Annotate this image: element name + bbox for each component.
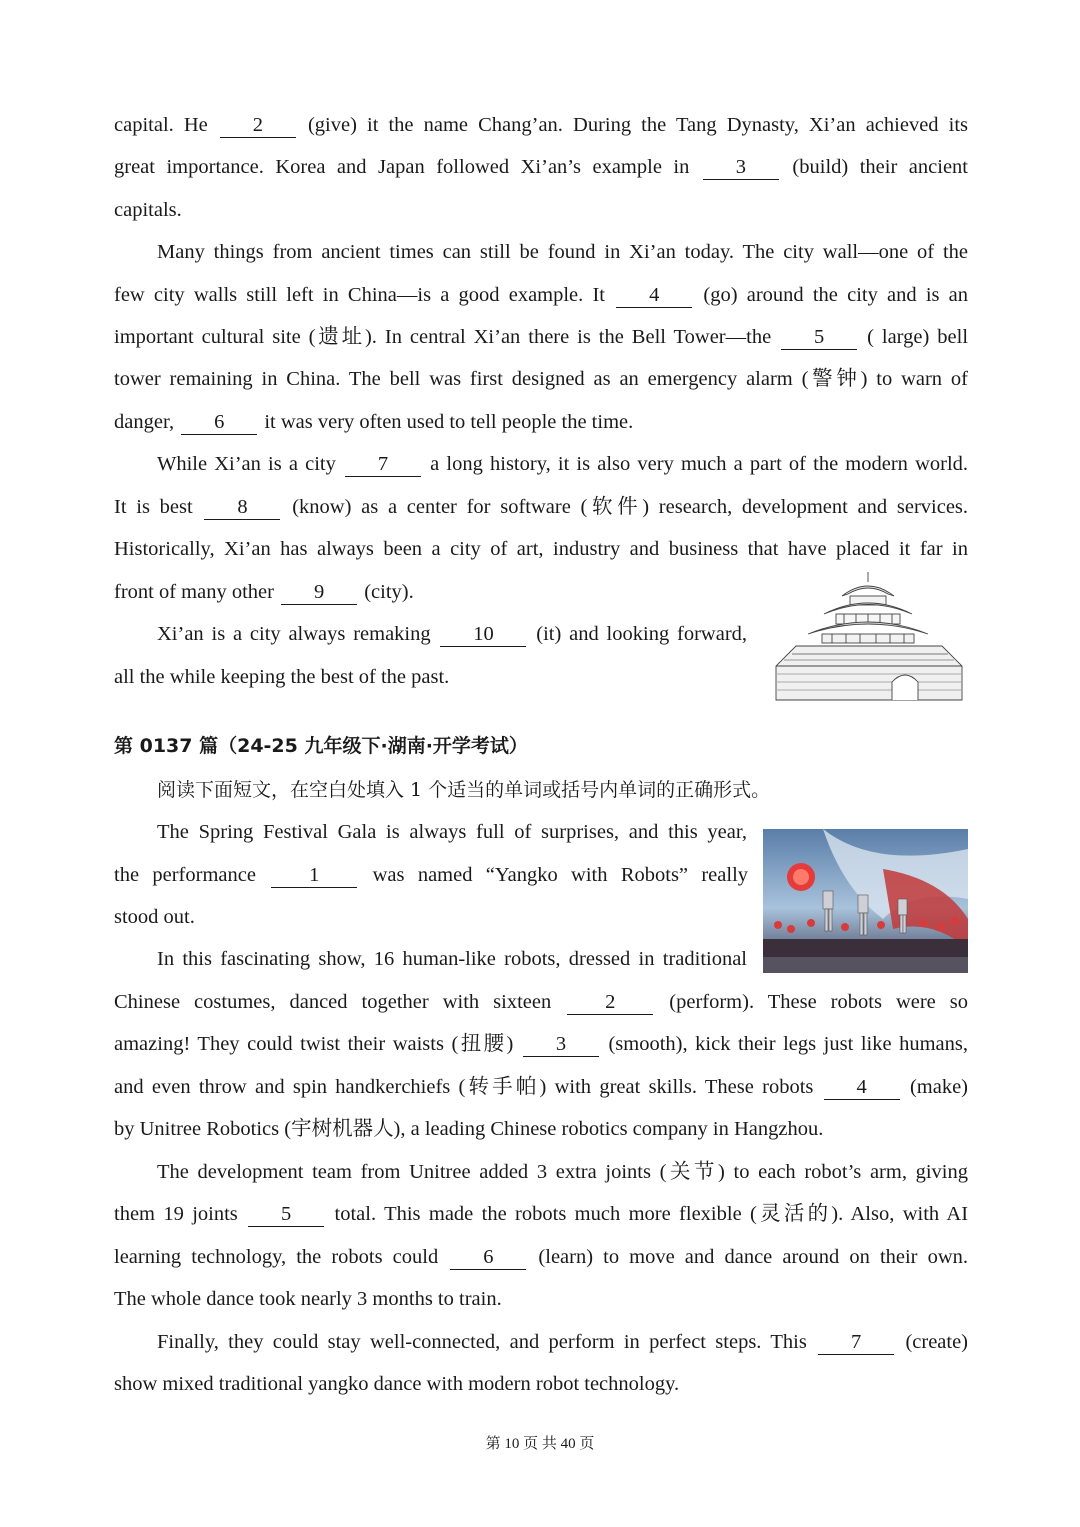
- answer-blank-7[interactable]: 7: [818, 1330, 894, 1355]
- answer-blank-4[interactable]: 4: [616, 283, 692, 308]
- passage1-line: tower remaining in China. The bell was first designed as an emergency alarm (警钟) to warn of: [114, 368, 968, 390]
- passage1-line: It is best 8 (know) as a center for software (软件) research, development and services.: [114, 496, 969, 518]
- passage1-line: Historically, Xi’an has always been a city of art, industry and business that have placed it far in: [114, 538, 968, 560]
- passage1-line: important cultural site (遗址). In central Xi’an there is the Bell Tower—the 5 ( large) bell: [114, 326, 969, 348]
- passage2-line: and even throw and spin handkerchiefs (转手帕) with great skills. These robots 4 (make): [114, 1076, 968, 1098]
- passage2-line: learning technology, the robots could 6 (learn) to move and dance around on their own.: [114, 1246, 969, 1268]
- answer-blank-1[interactable]: 1: [271, 863, 357, 888]
- passage1-line: Xi’an is a city always remaking 10 (it) and looking forward,: [157, 623, 748, 645]
- passage2-line: by Unitree Robotics (宇树机器人), a leading Chinese robotics company in Hangzhou.: [114, 1118, 824, 1140]
- passage2-line: them 19 joints 5 total. This made the robots much more flexible (灵活的). Also, with AI: [114, 1203, 969, 1225]
- passage2-line: stood out.: [114, 906, 195, 928]
- answer-blank-9[interactable]: 9: [281, 580, 357, 605]
- answer-blank-5[interactable]: 5: [248, 1202, 324, 1227]
- answer-blank-3[interactable]: 3: [703, 155, 779, 180]
- passage1-line: front of many other 9 (city).: [114, 581, 414, 603]
- answer-blank-7[interactable]: 7: [345, 452, 421, 477]
- passage1-line: danger, 6 it was very often used to tell people the time.: [114, 411, 634, 433]
- passage1-line: great importance. Korea and Japan followed Xi’an’s example in 3 (build) their ancient: [114, 156, 968, 178]
- answer-blank-6[interactable]: 6: [450, 1245, 526, 1270]
- passage1-line: capital. He 2 (give) it the name Chang’an. During the Tang Dynasty, Xi’an achieved its: [114, 114, 969, 136]
- passage2-line: amazing! They could twist their waists (扭腰) 3 (smooth), kick their legs just like humans,: [114, 1033, 969, 1055]
- passage2-line: The development team from Unitree added 3 extra joints (关节) to each robot’s arm, giving: [157, 1161, 968, 1183]
- bell-tower-illustration: [772, 570, 968, 702]
- robot-yangko-photo: [763, 829, 968, 973]
- passage2-line: show mixed traditional yangko dance with modern robot technology.: [114, 1373, 680, 1395]
- answer-blank-2[interactable]: 2: [567, 990, 653, 1015]
- passage1-line: Many things from ancient times can still be found in Xi’an today. The city wall—one of the: [157, 241, 968, 263]
- answer-blank-2[interactable]: 2: [220, 113, 296, 138]
- passage1-line: While Xi’an is a city 7 a long history, it is also very much a part of the modern world.: [157, 453, 969, 475]
- passage2-line: the performance 1 was named “Yangko with Robots” really: [114, 864, 749, 886]
- answer-blank-5[interactable]: 5: [781, 325, 857, 350]
- passage1-line: all the while keeping the best of the past.: [114, 666, 450, 688]
- passage2-line: In this fascinating show, 16 human-like robots, dressed in traditional: [157, 948, 747, 970]
- answer-blank-3[interactable]: 3: [523, 1032, 599, 1057]
- passage1-line: few city walls still left in China—is a good example. It 4 (go) around the city and is an: [114, 284, 969, 306]
- answer-blank-6[interactable]: 6: [181, 410, 257, 435]
- passage1-line: capitals.: [114, 199, 182, 221]
- page-number-footer: 第 10 页 共 40 页: [485, 1436, 595, 1452]
- answer-blank-4[interactable]: 4: [824, 1075, 900, 1100]
- passage2-line: The Spring Festival Gala is always full of surprises, and this year,: [157, 821, 747, 843]
- instruction-text: 阅读下面短文，在空白处填入 1 个适当的单词或括号内单词的正确形式。: [157, 779, 771, 801]
- answer-blank-10[interactable]: 10: [440, 622, 526, 647]
- passage2-line: The whole dance took nearly 3 months to train.: [114, 1288, 502, 1310]
- section-heading: 第 0137 篇（24-25 九年级下·湖南·开学考试）: [114, 735, 528, 757]
- answer-blank-8[interactable]: 8: [204, 495, 280, 520]
- passage2-line: Chinese costumes, danced together with sixteen 2 (perform). These robots were so: [114, 991, 969, 1013]
- passage2-line: Finally, they could stay well-connected, and perform in perfect steps. This 7 (create): [157, 1331, 969, 1353]
